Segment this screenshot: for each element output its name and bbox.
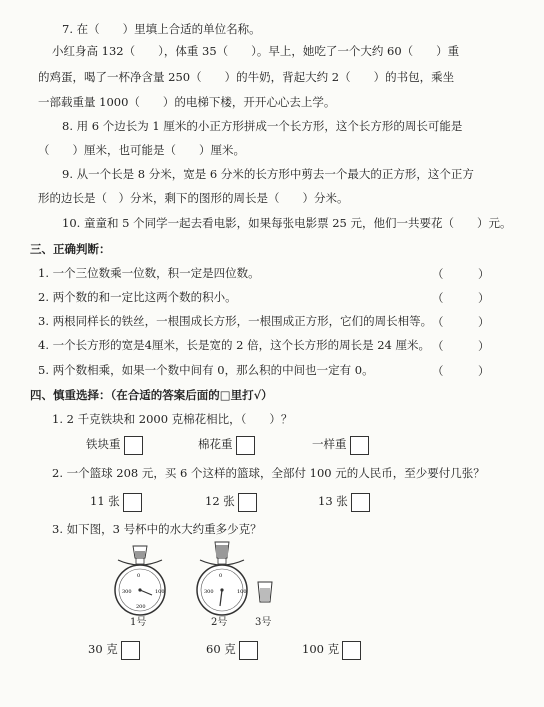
svg-text:0: 0	[137, 573, 141, 579]
choice-q3-option-3[interactable]	[302, 640, 361, 660]
option-label: 60 克	[206, 642, 236, 656]
checkbox[interactable]	[351, 493, 370, 512]
judge-item-3: 3. 两根同样长的铁丝，一根围成长方形，一根围成正方形，它们的周长相等。	[38, 314, 433, 328]
checkbox[interactable]	[238, 493, 257, 512]
choice-q1-stem: 1. 2 千克铁块和 2000 克棉花相比，（ ）？	[52, 412, 293, 426]
figure-label-3: 3号	[255, 617, 272, 628]
choice-q3-option-1[interactable]	[88, 640, 140, 660]
svg-text:100: 100	[237, 589, 247, 595]
cup-3-icon	[258, 582, 272, 602]
figure-label-1: 1号	[130, 617, 147, 628]
choice-q1-option-3[interactable]	[312, 435, 369, 455]
judge-item-5: 5. 两个数相乘，如果一个数中间有 0，那么积的中间也一定有 0。	[38, 363, 374, 377]
choice-q1-option-2[interactable]	[198, 435, 255, 455]
svg-text:300: 300	[204, 589, 214, 595]
checkbox[interactable]	[123, 493, 142, 512]
checkbox[interactable]	[236, 436, 255, 455]
q7-line-3: 一部载重量 1000（ ）的电梯下楼，开开心心去上学。	[38, 95, 336, 109]
judge-item-2: 2. 两个数的和一定比这两个数的积小。	[38, 290, 237, 304]
q9-line-2: 形的边长是（ ）分米，剩下的图形的周长是（ ）分米。	[38, 191, 349, 205]
option-label: 棉花重	[198, 437, 233, 451]
judge-paren-4[interactable]: （ ）	[432, 339, 490, 353]
choice-q2-option-3[interactable]	[318, 492, 370, 512]
q9-line-1: 9. 从一个长是 8 分米，宽是 6 分米的长方形中剪去一个最大的正方形，这个正方	[62, 167, 474, 181]
judge-section-title: 三、正确判断：	[30, 242, 111, 256]
cup-2-icon	[215, 542, 229, 558]
judge-item-4: 4. 一个长方形的宽是4厘米，长是宽的 2 倍，这个长方形的周长是 24 厘米。	[38, 338, 431, 352]
svg-text:200: 200	[136, 604, 146, 610]
choice-q2-option-2[interactable]	[205, 492, 257, 512]
svg-text:0: 0	[219, 573, 223, 579]
judge-paren-3[interactable]: （ ）	[432, 315, 490, 329]
option-label: 100 克	[302, 642, 340, 656]
judge-item-1: 1. 一个三位数乘一位数，积一定是四位数。	[38, 266, 260, 280]
checkbox[interactable]	[124, 436, 143, 455]
q8-line-1: 8. 用 6 个边长为 1 厘米的小正方形拼成一个长方形，这个长方形的周长可能是	[62, 119, 463, 133]
figure-label-2: 2号	[211, 617, 228, 628]
option-label: 13 张	[318, 494, 348, 508]
svg-text:300: 300	[122, 589, 132, 595]
option-label: 一样重	[312, 437, 347, 451]
judge-paren-1[interactable]: （ ）	[432, 267, 490, 281]
choice-section-title: 四、慎重选择：（在合适的答案后面的□里打√）	[30, 388, 273, 402]
q7-line-1: 小红身高 132（ ），体重 35（ ）。早上，她吃了一个大约 60（ ）重	[52, 44, 460, 58]
scale-1-icon	[115, 558, 165, 615]
choice-q3-stem: 3. 如下图，3 号杯中的水大约重多少克？	[52, 522, 262, 536]
choice-q2-stem: 2. 一个篮球 208 元，买 6 个这样的篮球，全部付 100 元的人民币，至少要付几张？	[52, 466, 485, 480]
q8-line-2: （ ）厘米，也可能是（ ）厘米。	[38, 143, 245, 157]
choice-q2-option-1[interactable]	[90, 492, 142, 512]
option-label: 30 克	[88, 642, 118, 656]
checkbox[interactable]	[121, 641, 140, 660]
judge-paren-2[interactable]: （ ）	[432, 291, 490, 305]
checkbox[interactable]	[342, 641, 361, 660]
judge-paren-5[interactable]: （ ）	[432, 364, 490, 378]
option-label: 11 张	[90, 494, 120, 508]
choice-q3-option-2[interactable]	[206, 640, 258, 660]
q7-line-2: 的鸡蛋，喝了一杯净含量 250（ ）的牛奶，背起大约 2（ ）的书包，乘坐	[38, 70, 455, 84]
scale-2-icon	[197, 558, 247, 615]
cup-1-icon	[133, 546, 147, 558]
svg-text:100: 100	[155, 589, 165, 595]
checkbox[interactable]	[350, 436, 369, 455]
checkbox[interactable]	[239, 641, 258, 660]
option-label: 12 张	[205, 494, 235, 508]
option-label: 铁块重	[86, 437, 121, 451]
choice-q1-option-1[interactable]	[86, 435, 143, 455]
q7-stem: 7. 在（ ）里填上合适的单位名称。	[62, 22, 261, 36]
q10-line: 10. 童童和 5 个同学一起去看电影，如果每张电影票 25 元，他们一共要花（ ）元。	[62, 216, 512, 230]
